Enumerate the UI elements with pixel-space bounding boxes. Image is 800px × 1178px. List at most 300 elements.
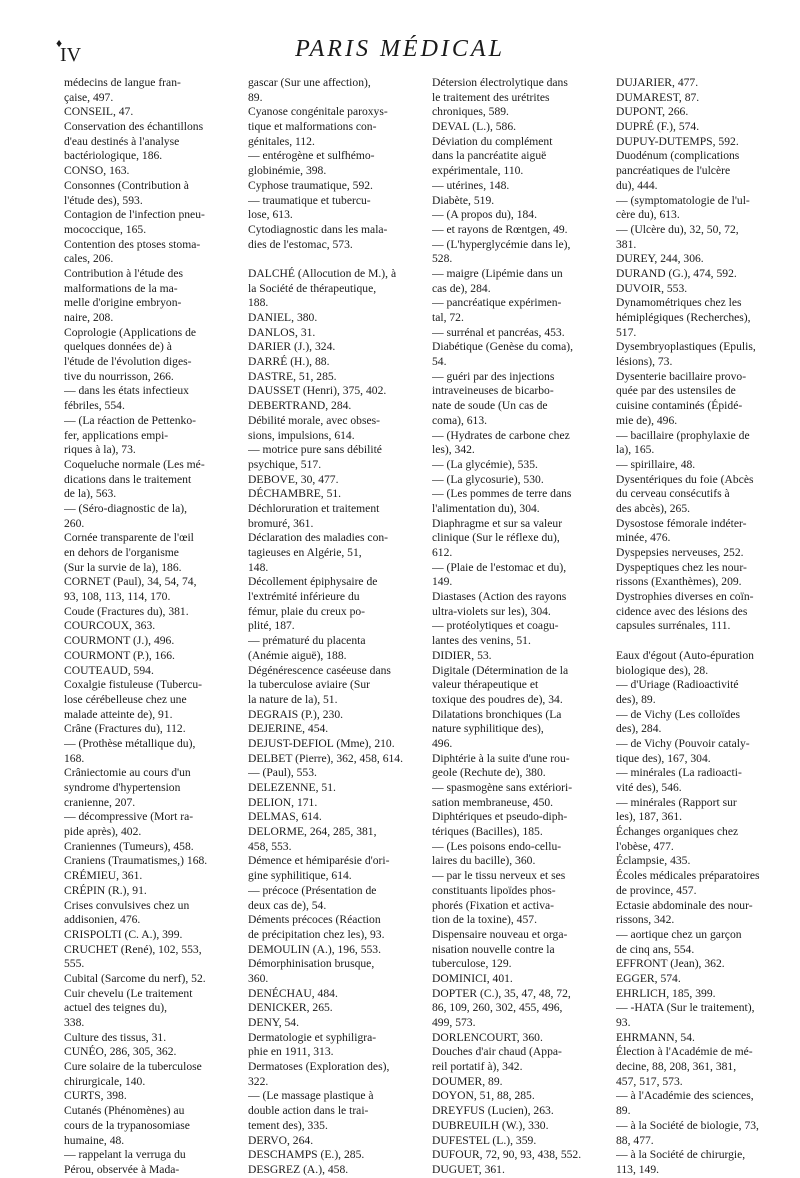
index-line: vité des), 546. [616,781,682,794]
index-line: Cornée transparente de l'œil [64,531,194,545]
index-line: chirurgicale, 140. [64,1074,146,1088]
index-line: CUNÉO, 286, 305, 362. [64,1045,177,1059]
index-line: fébriles, 554. [64,399,125,413]
index-line: hémiplégiques (Recherches), [616,311,751,324]
index-line: — (Ulcère du), 32, 50, 72, [616,222,739,236]
index-column-4 [616,76,792,1178]
index-line: DIDIER, 53. [432,648,492,662]
index-line: tique et malformations con- [248,120,377,134]
index-line: DÉCHAMBRE, 51. [248,487,342,501]
index-line: Déchloruration et traitement [248,501,380,515]
index-line: 496. [432,736,453,750]
index-line: 88, 477. [616,1133,654,1147]
index-line: COURMONT (P.), 166. [64,648,175,662]
index-line: — prématuré du placenta [248,634,366,648]
index-line: DUFESTEL (L.), 359. [432,1133,537,1147]
index-line: DEJERINE, 454. [248,722,329,736]
index-line: DUPRÉ (F.), 574. [616,120,700,134]
index-line: DUMAREST, 87. [616,90,700,104]
index-line: 188. [248,296,269,310]
index-line: DURAND (G.), 474, 592. [616,266,737,280]
index-line: pide après), 402. [64,825,142,839]
index-line: DENÉCHAU, 484. [248,986,338,1000]
index-line: DOPTER (C.), 35, 47, 48, 72, [432,986,571,1000]
index-line: fémur, plaie du creux po- [248,604,366,618]
index-line: Dynamométriques chez les [616,296,742,310]
index-line: Conservation des échantillons [64,120,204,134]
index-line: cranienne, 207. [64,795,136,809]
index-line: DEGRAIS (P.), 230. [248,707,344,721]
index-line: Dyspepsies nerveuses, 252. [616,546,744,559]
index-line: — rappelant la verruga du [64,1148,186,1162]
index-line: — guéri par des injections [432,369,555,383]
index-line: DEJUST-DEFIOL (Mme), 210. [248,736,395,750]
index-line: — (La réaction de Pettenko- [64,413,196,427]
index-line: — (La glycémie), 535. [432,457,538,471]
index-line: Débilité morale, avec obses- [248,413,380,427]
index-line: EHRMANN, 54. [616,1030,695,1044]
index-line: Cyphose traumatique, 592. [248,178,373,192]
index-line: phorés (Fixation et activa- [432,898,555,912]
index-line: DUJARIER, 477. [616,76,699,89]
index-line: l'extrémité inférieure du [248,590,360,604]
index-line: Crises convulsives chez un [64,898,190,912]
index-line: DOYON, 51, 88, 285. [432,1089,535,1103]
index-line: Duodénum (complications [616,149,740,163]
index-line: du cerveau consécutifs à [616,487,730,501]
index-line: ultra-violets sur les), 304. [432,604,551,618]
index-line: Dispensaire nouveau et orga- [432,927,568,941]
index-line: chroniques, 589. [432,105,509,119]
index-line: Décollement épiphysaire de [248,575,378,589]
index-column-2 [248,76,424,1178]
index-line: Cuir chevelu (Le traitement [64,986,193,1000]
index-line: Coxalgie fistuleuse (Tubercu- [64,678,203,692]
index-line: nate de soude (Un cas de [432,399,548,413]
index-line: tagieuses en Algérie, 51, [248,546,362,559]
index-line: bromuré, 361. [248,516,314,530]
index-line: cère du), 613. [616,208,680,222]
index-line: COUTEAUD, 594. [64,663,154,677]
index-line: riques à la), 73. [64,443,136,457]
index-line: Diphtérie à la suite d'une rou- [432,751,570,765]
index-line: phie en 1911, 313. [248,1045,334,1059]
index-line: tion de la toxine), 457. [432,913,537,927]
index-line: — par le tissu nerveux et ses [432,869,566,883]
index-line: l'obèse, 477. [616,839,674,853]
index-line: Coude (Fractures du), 381. [64,604,189,618]
index-line: geole (Rechute de), 380. [432,766,546,780]
index-line: DEVAL (L.), 586. [432,120,517,134]
index-line: Crâne (Fractures du), 112. [64,722,186,736]
index-line: addisonien, 476. [64,913,141,927]
index-line: l'étude de l'évolution diges- [64,355,192,369]
index-line: malade atteinte de), 91. [64,707,173,721]
index-line: — (Le massage plastique à [248,1089,374,1103]
index-line: 555. [64,957,85,971]
index-line: Craniennes (Tumeurs), 458. [64,839,194,853]
index-line: DENICKER, 265. [248,1001,333,1015]
index-line: DUPONT, 266. [616,105,689,119]
index-line: Consonnes (Contribution à [64,178,189,192]
index-line: DOUMER, 89. [432,1074,503,1088]
index-line: 149. [432,575,453,589]
index-line: DELMAS, 614. [248,810,322,824]
index-line: — entérogène et sulfhémo- [248,149,375,163]
index-line: COURMONT (J.), 496. [64,634,175,648]
index-line: quelques données de) à [64,340,172,354]
index-line: expérimentale, 110. [432,164,524,178]
index-line: psychique, 517. [248,457,322,471]
index-line: — motrice pure sans débilité [248,443,382,457]
index-line: CRÉPIN (R.), 91. [64,883,147,897]
index-line: pancréatiques de l'ulcère [616,164,731,178]
index-line: des), 89. [616,692,656,706]
index-line: Diabétique (Genèse du coma), [432,340,573,354]
index-line: rissons, 342. [616,913,675,927]
index-line: 89. [248,90,263,104]
index-line: valeur thérapeutique et [432,678,539,692]
index-line: syndrome d'hypertension [64,781,181,794]
index-line: gine syphilitique, 614. [248,869,352,883]
index-line: de précipitation chez les), 93. [248,927,385,941]
index-line: CURTS, 398. [64,1089,127,1103]
index-line: CONSO, 163. [64,164,130,178]
index-line: Déments précoces (Réaction [248,913,381,927]
index-line: — et rayons de Rœntgen, 49. [432,222,568,236]
index-line: EGGER, 574. [616,971,681,985]
index-line: d'eau destinés à l'analyse [64,134,180,148]
index-line: DUGUET, 361. [432,1162,505,1176]
index-line: — (Séro-diagnostic de la), [64,501,187,515]
index-line: — (L'hyperglycémie dans le), [432,237,571,251]
index-line: tement des), 335. [248,1118,328,1132]
index-line: cidence avec des lésions des [616,604,748,618]
index-line: laires du bacille), 360. [432,854,536,868]
index-line: COURCOUX, 363. [64,619,156,633]
index-column-1 [64,76,240,1178]
index-line: EHRLICH, 185, 399. [616,986,716,1000]
index-line: DALCHÉ (Allocution de M.), à [248,266,397,280]
index-line: — aortique chez un garçon [616,927,742,941]
index-line: Craniens (Traumatismes,) 168. [64,854,208,868]
index-line: 457, 517, 573. [616,1074,683,1088]
index-line: deux cas de), 54. [248,898,327,912]
index-line: bactériologique, 186. [64,149,163,163]
index-line: 338. [64,1016,85,1029]
index-line: Élection à l'Académie de mé- [616,1045,753,1059]
index-line: sation membraneuse, 450. [432,795,554,809]
index-line: la Société de thérapeutique, [248,281,377,295]
index-line: globinémie, 398. [248,164,327,178]
index-line: DUPUY-DUTEMPS, 592. [616,134,739,148]
index-line: — d'Uriage (Radioactivité [616,678,739,692]
index-line: les), 342. [432,443,475,457]
index-line: clinique (Sur le réflexe du), [432,531,560,545]
index-line: Diastases (Action des rayons [432,590,567,604]
index-line: 89. [616,1104,631,1118]
index-line: DARIER (J.), 324. [248,340,336,354]
index-line: DENY, 54. [248,1016,299,1029]
index-line: — utérines, 148. [432,178,510,192]
journal-title: PARIS MÉDICAL [295,36,505,62]
index-line: actuel des teignes du), [64,1001,168,1015]
index-line: EFFRONT (Jean), 362. [616,957,725,971]
index-line: Ectasie abdominale des nour- [616,898,753,912]
index-line: mie de), 496. [616,413,678,427]
index-line: Diabète, 519. [432,193,495,207]
index-line: 260. [64,516,85,530]
index-line: Écoles médicales préparatoires [616,869,760,883]
index-line: la nature de la), 51. [248,692,338,706]
section-gap [248,252,424,267]
index-line: CONSEIL, 47. [64,105,134,119]
index-line: — à la Société de chirurgie, [616,1148,746,1162]
index-line: — de Vichy (Les colloïdes [616,707,741,721]
index-line: melle d'origine embryon- [64,296,182,310]
index-line: le traitement des urétrites [432,90,550,104]
corner-mark: ♦ [56,36,63,50]
index-line: de la), 563. [64,487,117,501]
index-line: humaine, 48. [64,1133,125,1147]
index-line: — minérales (La radioacti- [616,766,742,780]
index-line: — à l'Académie des sciences, [616,1089,754,1103]
index-line: des abcès), 265. [616,501,691,515]
index-line: lantes des venins, 51. [432,634,531,648]
index-line: — spasmogène sans extériori- [432,781,573,794]
index-line: lose cérébelleuse chez une [64,692,187,706]
index-line: — (La glycosurie), 530. [432,472,544,486]
index-line: — (Prothèse métallique du), [64,736,196,750]
index-line: — (Hydrates de carbone chez [432,428,570,442]
index-line: — décompressive (Mort ra- [64,810,194,824]
index-line: minée, 476. [616,531,671,545]
index-line: — traumatique et tubercu- [248,193,371,207]
index-line: — (symptomatologie de l'ul- [616,193,750,207]
index-line: tal, 72. [432,311,464,324]
index-line: — protéolytiques et coagu- [432,619,559,633]
index-line: tuberculose, 129. [432,957,512,971]
index-line: double action dans le trai- [248,1104,369,1118]
index-line: — de Vichy (Pouvoir cataly- [616,736,750,750]
index-line: Coprologie (Applications de [64,325,197,339]
index-line: fer, applications empi- [64,428,169,442]
index-line: plité, 187. [248,619,295,633]
index-line: 517. [616,325,637,339]
index-line: Crâniectomie au cours d'un [64,766,191,780]
index-line: — précoce (Présentation de [248,883,377,897]
index-line: 458, 553. [248,839,292,853]
page-header [0,36,800,70]
index-line: Coqueluche normale (Les mé- [64,457,205,471]
index-line: DOMINICI, 401. [432,971,513,985]
index-line: nature syphilitique des), [432,722,544,736]
index-line: Détersion électrolytique dans [432,76,568,89]
index-line: — dans les états infectieux [64,384,189,398]
index-line: dies de l'estomac, 573. [248,237,353,251]
index-line: Diaphragme et sur sa valeur [432,516,563,530]
index-line: DEBOVE, 30, 477. [248,472,339,486]
index-line: sions, impulsions, 614. [248,428,355,442]
index-line: Échanges organiques chez [616,825,739,839]
index-line: decine, 88, 208, 361, 381, [616,1060,737,1074]
index-line: DERVO, 264. [248,1133,314,1147]
index-line: Contagion de l'infection pneu- [64,208,205,222]
index-line: génitales, 112. [248,134,315,148]
index-line: Eaux d'égout (Auto-épuration [616,648,754,662]
index-line: lésions), 73. [616,355,673,369]
index-line: DREYFUS (Lucien), 263. [432,1104,554,1118]
index-line: médecins de langue fran- [64,76,181,89]
index-line: Digitale (Détermination de la [432,663,569,677]
index-line: biologique des), 28. [616,663,709,677]
index-line: rissons (Exanthèmes), 209. [616,575,742,589]
index-line: la), 165. [616,443,655,457]
index-line: — spirillaire, 48. [616,457,696,471]
index-line: Cutanés (Phénomènes) au [64,1104,185,1118]
index-line: tériques (Bacilles), 185. [432,825,543,839]
index-line: coma), 613. [432,413,488,427]
index-line: reil portatif à), 342. [432,1060,523,1074]
index-line: intraveineuses de bicarbo- [432,384,554,398]
index-line: dications dans le traitement [64,472,192,486]
index-line: cales, 206. [64,252,114,266]
index-line: CRÉMIEU, 361. [64,869,143,883]
index-line: DESCHAMPS (E.), 285. [248,1148,365,1162]
index-line: — surrénal et pancréas, 453. [432,325,565,339]
index-line: en dehors de l'organisme [64,546,179,559]
index-line: Déviation du complément [432,134,553,148]
index-line: (Anémie aiguë), 188. [248,648,347,662]
index-line: — -HATA (Sur le traitement), [616,1001,755,1015]
section-gap [616,634,792,649]
index-line: 612. [432,546,453,559]
index-line: — bacillaire (prophylaxie de [616,428,750,442]
index-line: DUREY, 244, 306. [616,252,704,266]
index-line: DANIEL, 380. [248,311,318,324]
index-line: de province, 457. [616,883,697,897]
index-line: CRISPOLTI (C. A.), 399. [64,927,183,941]
index-line: Dysenterie bacillaire provo- [616,369,747,383]
index-line: capsules surrénales, 111. [616,619,731,633]
index-line: Cytodiagnostic dans les mala- [248,222,388,236]
index-line: — (Les pommes de terre dans [432,487,572,501]
index-line: toxique des poudres de), 34. [432,692,563,706]
index-line: la tuberculose aviaire (Sur [248,678,371,692]
index-line: 113, 149. [616,1162,660,1176]
index-line: (Sur la survie de la), 186. [64,560,182,574]
index-line: DELORME, 264, 285, 381, [248,825,377,839]
index-line: Dystrophies diverses en coïn- [616,590,754,604]
index-line: 148. [248,560,269,574]
index-line: 93. [616,1016,631,1029]
index-line: DUFOUR, 72, 90, 93, 438, 552. [432,1148,582,1162]
index-line: — (Les poisons endo-cellu- [432,839,562,853]
index-line: Cure solaire de la tuberculose [64,1060,202,1074]
index-line: Contribution à l'étude des [64,266,183,280]
index-line: gascar (Sur une affection), [248,76,371,89]
index-line: 499, 573. [432,1016,476,1029]
index-line: DANLOS, 31. [248,325,316,339]
index-line: Dysembryoplastiques (Epulis, [616,340,756,354]
index-line: nisation nouvelle contre la [432,942,555,956]
index-line: DELEZENNE, 51. [248,781,336,794]
index-line: du), 444. [616,178,658,192]
index-line: — (Paul), 553. [248,766,317,780]
index-line: Culture des tissus, 31. [64,1030,167,1044]
index-line: Dysentériques du foie (Abcès [616,472,754,486]
index-line: naire, 208. [64,311,114,324]
index-line: constituants lipoïdes phos- [432,883,556,897]
index-line: DAUSSET (Henri), 375, 402. [248,384,387,398]
index-line: cuisine contaminés (Épidé- [616,399,743,413]
index-line: Dysostose fémorale indéter- [616,516,747,530]
page-number: IV [60,44,82,66]
index-line: CRUCHET (René), 102, 553, [64,942,202,956]
index-line: çaise, 497. [64,90,114,104]
index-line: tive du nourrisson, 266. [64,369,174,383]
index-line: DEMOULIN (A.), 196, 553. [248,942,381,956]
index-line: malformations de la ma- [64,281,178,295]
index-line: Pérou, observée à Mada- [64,1162,180,1176]
index-line: DUBREUILH (W.), 330. [432,1118,549,1132]
index-line: Dyspeptiques chez les nour- [616,560,747,574]
index-line: — pancréatique expérimen- [432,296,562,310]
index-line: DEBERTRAND, 284. [248,399,352,413]
index-line: — minérales (Rapport sur [616,795,737,809]
index-line: Démence et hémiparésie d'ori- [248,854,390,868]
index-line: 93, 108, 113, 114, 170. [64,590,171,604]
index-line: Déclaration des maladies con- [248,531,389,545]
index-line: CORNET (Paul), 34, 54, 74, [64,575,197,589]
index-line: l'alimentation du), 304. [432,501,540,515]
index-line: quée par des ustensiles de [616,384,736,398]
index-line: DELBET (Pierre), 362, 458, 614. [248,751,403,765]
index-line: — (A propos du), 184. [432,208,537,222]
index-line: des), 284. [616,722,662,736]
index-line: tique des), 167, 304. [616,751,711,765]
index-line: l'étude des), 593. [64,193,143,207]
index-line: DARRÉ (H.), 88. [248,355,330,369]
index-line: Dermatologie et syphiligra- [248,1030,377,1044]
index-line: — à la Société de biologie, 73, [616,1118,759,1132]
index-column-3 [432,76,608,1178]
index-line: DESGREZ (A.), 458. [248,1162,349,1176]
index-line: Démorphinisation brusque, [248,957,375,971]
index-line: DELION, 171. [248,795,318,809]
index-line: cours de la trypanosomiase [64,1118,190,1132]
index-line: DASTRE, 51, 285. [248,369,337,383]
index-line: mococcique, 165. [64,222,147,236]
index-line: DORLENCOURT, 360. [432,1030,543,1044]
index-line: Dégénérescence caséeuse dans [248,663,391,677]
index-line: Cyanose congénitale paroxys- [248,105,388,119]
index-line: 322. [248,1074,269,1088]
index-line: 54. [432,355,447,369]
index-line: de cinq ans, 554. [616,942,695,956]
index-line: DUVOIR, 553. [616,281,688,295]
index-line: Douches d'air chaud (Appa- [432,1045,562,1059]
index-line: 168. [64,751,85,765]
index-line: Dilatations bronchiques (La [432,707,562,721]
index-line: cas de), 284. [432,281,491,295]
index-line: 528. [432,252,453,266]
index-line: 360. [248,971,269,985]
index-line: Diphtériques et pseudo-diph- [432,810,568,824]
index-line: Contention des ptoses stoma- [64,237,201,251]
index-line: les), 187, 361. [616,810,683,824]
index-line: lose, 613. [248,208,293,222]
